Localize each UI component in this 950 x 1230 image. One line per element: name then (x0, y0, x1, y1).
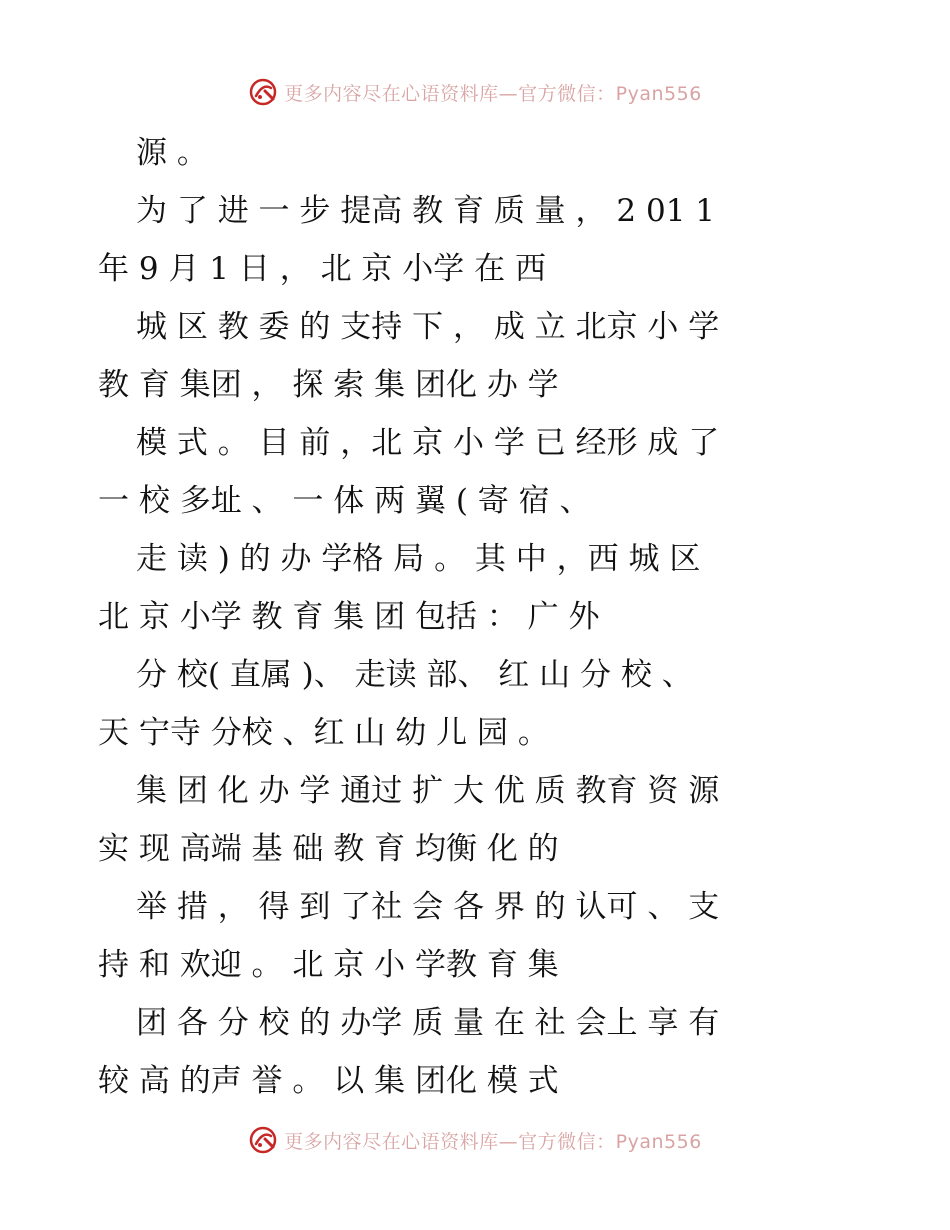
text-line: 实 现 高端 基 础 教 育 均衡 化 的 (98, 831, 559, 867)
text-line: 为 了 进 一 步 提高 教 育 质 量 ， 2 01 1 (136, 193, 715, 229)
text-line: 较 高 的声 誉 。 以 集 团化 模 式 (98, 1063, 559, 1099)
text-line: 举 措 ， 得 到 了社 会 各 界 的 认可 、 支 (136, 889, 720, 925)
header-banner-text: 更多内容尽在心语资料库—官方微信：Pyan556 (284, 82, 702, 105)
footer-banner (0, 1120, 950, 1160)
text-line: 模 式 。 目 前 ，北 京 小 学 已 经形 成 了 (136, 425, 720, 461)
text-line: 一 校 多址 、 一 体 两 翼 ( 寄 宿 、 (98, 483, 591, 519)
document-body (98, 124, 868, 1110)
text-line: 源 。 (136, 135, 208, 171)
text-line: 年 9 月 1 日 ， 北 京 小学 在 西 (98, 251, 546, 287)
text-line: 天 宁寺 分校 、红 山 幼 儿 园 。 (98, 715, 549, 751)
text-line: 持 和 欢迎 。 北 京 小 学教 育 集 (98, 947, 559, 983)
text-line: 集 团 化 办 学 通过 扩 大 优 质 教育 资 源 (136, 773, 720, 809)
text-line: 城 区 教 委 的 支持 下 ， 成 立 北京 小 学 (136, 309, 720, 345)
logo-icon (248, 1125, 278, 1155)
logo-icon (248, 77, 278, 107)
text-line: 教 育 集团 ， 探 索 集 团化 办 学 (98, 367, 559, 403)
text-line: 北 京 小学 教 育 集 团 包括 ： 广 外 (98, 599, 600, 635)
text-line: 分 校( 直属 )、 走读 部、 红 山 分 校 、 (136, 657, 693, 693)
footer-banner-text: 更多内容尽在心语资料库—官方微信：Pyan556 (284, 1130, 702, 1153)
text-line: 团 各 分 校 的 办学 质 量 在 社 会上 享 有 (136, 1005, 720, 1041)
text-line: 走 读 ) 的 办 学格 局 。 其 中 ，西 城 区 (136, 541, 701, 577)
header-banner (0, 72, 950, 112)
